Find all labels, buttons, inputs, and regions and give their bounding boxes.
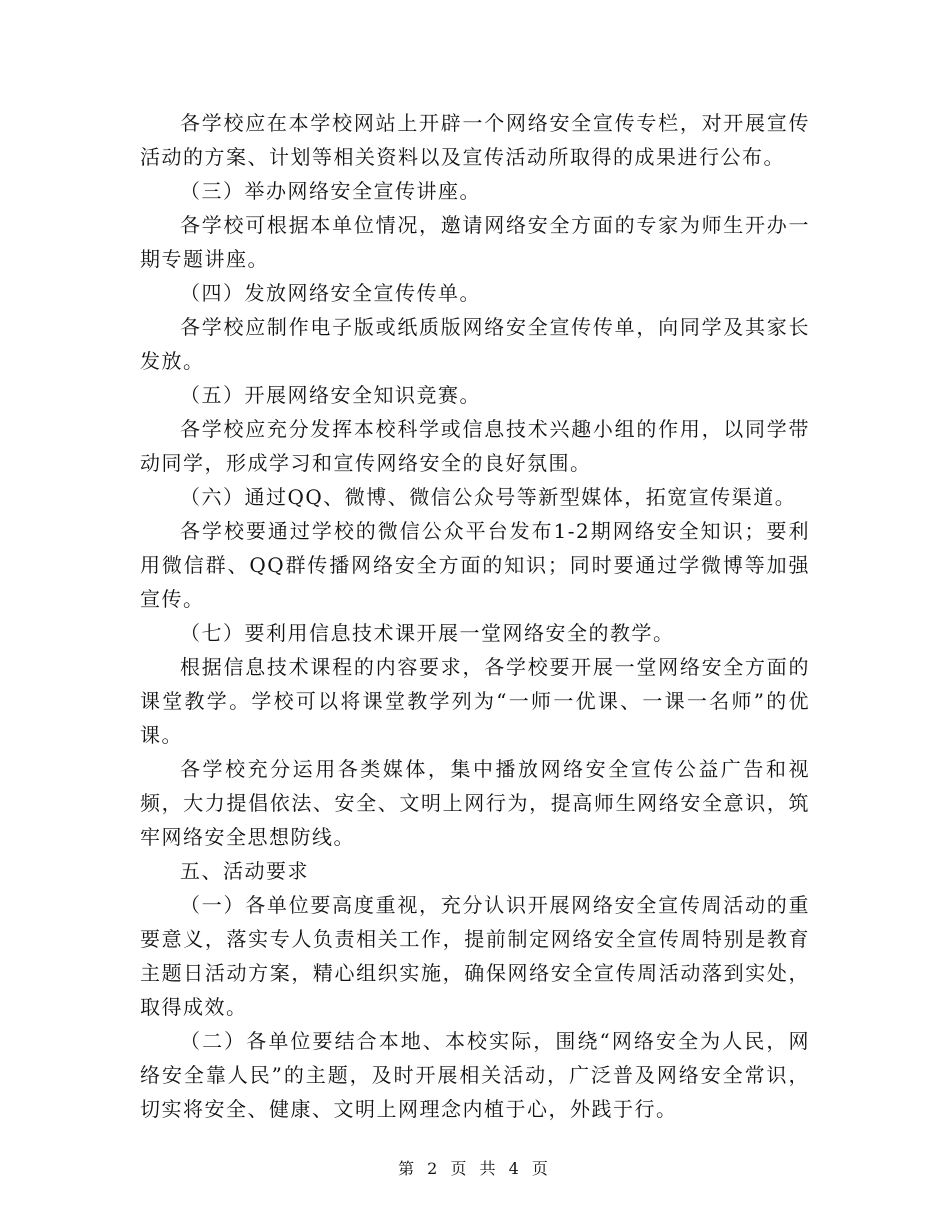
section-heading: （五）开展网络安全知识竞赛。 [180,383,481,407]
section-heading: （七）要利用信息技术课开展一堂网络安全的教学。 [180,621,675,645]
paragraph: 根据信息技术课程的内容要求，各学校要开展一堂网络安全方面的课堂教学。学校可以将课堂教学列为“一师一优课、一课一名师”的优课。 [140,655,810,747]
section-heading: 五、活动要求 [180,859,309,883]
paragraph: 各学校可根据本单位情况，邀请网络安全方面的专家为师生开办一期专题讲座。 [140,213,810,271]
paragraph: 各学校应充分发挥本校科学或信息技术兴趣小组的作用，以同学带动同学，形成学习和宣传网络安全的良好氛围。 [140,417,810,475]
document-body [140,106,810,1126]
paragraph: 各学校应制作电子版或纸质版网络安全宣传传单，向同学及其家长发放。 [140,315,810,373]
page-number-footer: 第 2 页 共 4 页 [398,1159,552,1178]
section-heading: （六）通过QQ、微博、微信公众号等新型媒体，拓宽宣传渠道。 [180,485,797,509]
section-heading: （三）举办网络安全宣传讲座。 [180,179,481,203]
paragraph: （一）各单位要高度重视，充分认识开展网络安全宣传周活动的重要意义，落实专人负责相关工作，提前制定网络安全宣传周特别是教育主题日活动方案，精心组织实施，确保网络安全宣传周活动落到实处，取得成效。 [140,893,810,1019]
paragraph: 各学校充分运用各类媒体，集中播放网络安全宣传公益广告和视频，大力提倡依法、安全、文明上网行为，提高师生网络安全意识，筑牢网络安全思想防线。 [140,757,810,849]
paragraph: （二）各单位要结合本地、本校实际，围绕“网络安全为人民，网络安全靠人民”的主题，及时开展相关活动，广泛普及网络安全常识，切实将安全、健康、文明上网理念内植于心，外践于行。 [140,1029,810,1121]
section-heading: （四）发放网络安全宣传传单。 [180,281,481,305]
paragraph: 各学校应在本学校网站上开辟一个网络安全宣传专栏，对开展宣传活动的方案、计划等相关资料以及宣传活动所取得的成果进行公布。 [140,111,810,169]
paragraph: 各学校要通过学校的微信公众平台发布1-2期网络安全知识；要利用微信群、QQ群传播网络安全方面的知识；同时要通过学微博等加强宣传。 [140,519,810,611]
